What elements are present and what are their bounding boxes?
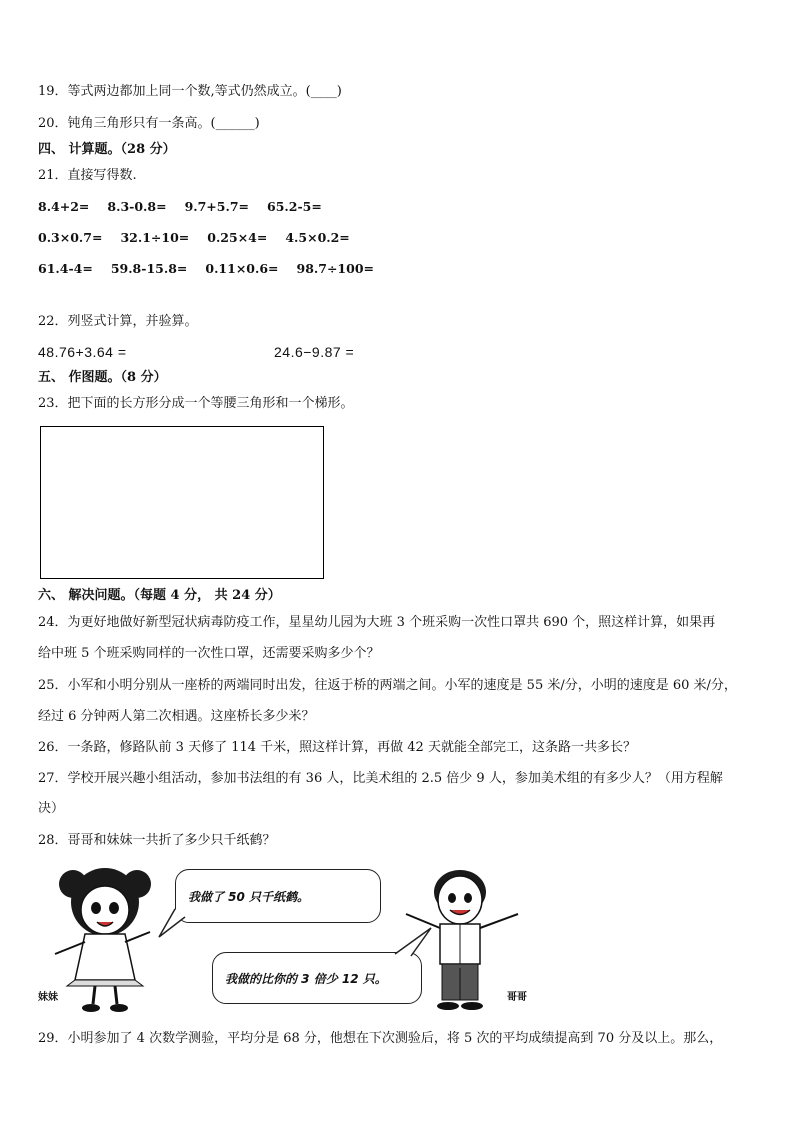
brother-speech-text: 我做的比你的 3 倍少 12 只。 xyxy=(225,971,387,986)
question-22: 22．列竖式计算，并验算。 xyxy=(38,314,198,329)
calc-item: 61.4-4= xyxy=(38,261,93,276)
section-6-heading: 六、 解决问题。（每题 4 分， 共 24 分） xyxy=(38,588,281,603)
calc-item: 0.11×0.6= xyxy=(205,261,279,276)
calc-row-3 xyxy=(38,261,392,278)
vertical-calc-2: 24.6−9.87 = xyxy=(274,344,355,360)
question-25-line-1: 25．小军和小明分别从一座桥的两端同时出发，往返于桥的两端之间。小军的速度是 55 米/分，小明的速度是 60 米/分， xyxy=(38,678,737,693)
question-20: 20．钝角三角形只有一条高。(______) xyxy=(38,116,260,131)
question-25-line-2: 经过 6 分钟两人第二次相遇。这座桥长多少米？ xyxy=(38,709,315,724)
question-28: 28．哥哥和妹妹一共折了多少只千纸鹤？ xyxy=(38,833,276,848)
calc-item: 32.1÷10= xyxy=(120,230,190,245)
question-29: 29．小明参加了 4 次数学测验，平均分是 68 分，他想在下次测验后，将 5 次的平均成绩提高到 70 分及以上。那么， xyxy=(38,1031,723,1046)
section-5-heading: 五、 作图题。（8 分） xyxy=(38,370,167,385)
calc-item: 9.7+5.7= xyxy=(184,199,250,214)
section-4-heading: 四、 计算题。（28 分） xyxy=(38,142,176,157)
calc-item: 98.7÷100= xyxy=(296,261,374,276)
calc-item: 8.3-0.8= xyxy=(107,199,167,214)
sister-speech-text: 我做了 50 只千纸鹤。 xyxy=(188,889,310,904)
sister-label: 妹妹 xyxy=(38,992,58,1003)
brother-label: 哥哥 xyxy=(507,992,527,1003)
question-26: 26．一条路，修路队前 3 天修了 114 千米，照这样计算，再做 42 天就能全部完工，这条路一共多长？ xyxy=(38,740,636,755)
sister-bubble-tail xyxy=(155,907,195,947)
calc-item: 4.5×0.2= xyxy=(285,230,350,245)
question-27-line-1: 27．学校开展兴趣小组活动，参加书法组的有 36 人，比美术组的 2.5 倍少 9 人，参加美术组的有多少人？（用方程解 xyxy=(38,771,723,786)
calc-item: 59.8-15.8= xyxy=(110,261,188,276)
question-24-line-2: 给中班 5 个班采购同样的一次性口罩，还需要采购多少个？ xyxy=(38,646,380,661)
calc-row-2 xyxy=(38,230,368,247)
question-24-line-1: 24．为更好地做好新型冠状病毒防疫工作，星星幼儿园为大班 3 个班采购一次性口罩共 690 个，照这样计算，如果再 xyxy=(38,615,716,630)
calc-item: 65.2-5= xyxy=(267,199,322,214)
question-21: 21．直接写得数. xyxy=(38,168,137,183)
calc-row-1 xyxy=(38,199,340,216)
calc-item: 8.4+2= xyxy=(38,199,90,214)
question-27-line-2: 决） xyxy=(38,801,65,816)
vertical-calc-1: 48.76+3.64 = xyxy=(38,344,127,360)
cartoon-illustration xyxy=(35,862,535,1017)
calc-item: 0.25×4= xyxy=(207,230,268,245)
question-19: 19．等式两边都加上同一个数,等式仍然成立。(____) xyxy=(38,84,342,99)
calc-item: 0.3×0.7= xyxy=(38,230,103,245)
drawing-rectangle xyxy=(40,426,324,579)
sister-speech-bubble xyxy=(175,869,381,923)
question-23: 23．把下面的长方形分成一个等腰三角形和一个梯形。 xyxy=(38,396,354,411)
